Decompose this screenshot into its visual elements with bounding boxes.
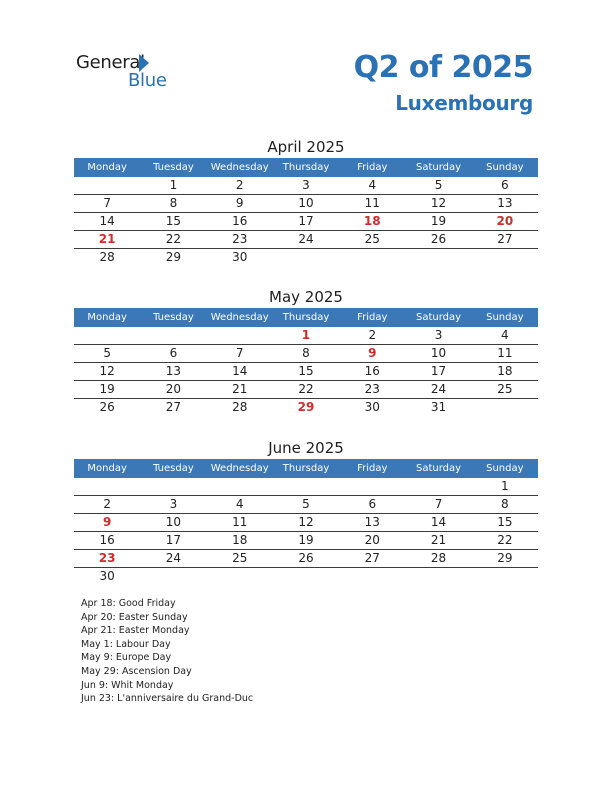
day-cell: 31	[430, 400, 447, 414]
weekday-header: Monday	[87, 312, 127, 323]
month-title: June 2025	[268, 439, 344, 457]
day-cell: 29	[497, 551, 513, 565]
day-cell: 23	[98, 551, 116, 565]
day-cell: 5	[434, 178, 443, 192]
weekday-header: Saturday	[416, 312, 462, 323]
week-row	[74, 327, 538, 345]
weekday-header: Thursday	[282, 312, 330, 323]
day-cell: 22	[298, 382, 314, 396]
day-cell: 28	[232, 400, 248, 414]
holiday-item: Apr 21: Easter Monday	[81, 625, 190, 637]
logo-text-blue: Blue	[128, 70, 167, 91]
week-row	[74, 532, 538, 550]
week-row	[74, 231, 538, 249]
day-cell: 22	[165, 232, 182, 246]
weekday-header: Sunday	[486, 312, 524, 323]
weekday-header: Sunday	[486, 463, 524, 474]
day-cell: 11	[497, 346, 513, 360]
holiday-item: May 1: Labour Day	[81, 638, 171, 650]
day-cell: 16	[232, 214, 248, 228]
weekday-header: Monday	[87, 463, 127, 474]
day-cell: 15	[165, 214, 182, 228]
day-cell: 13	[364, 515, 380, 529]
day-cell: 3	[169, 497, 178, 511]
day-cell: 24	[165, 551, 182, 565]
day-cell: 29	[165, 250, 182, 264]
day-cell	[273, 568, 339, 585]
day-cell	[273, 249, 339, 266]
day-cell: 27	[364, 551, 380, 565]
week-row	[74, 568, 538, 585]
day-cell: 25	[497, 382, 513, 396]
holiday-item: Jun 9: Whit Monday	[81, 679, 174, 691]
day-cell: 17	[165, 533, 182, 547]
day-cell	[472, 399, 538, 416]
day-cell	[140, 327, 206, 344]
week-row	[74, 249, 538, 266]
month-calendar-may	[74, 286, 538, 416]
day-cell	[207, 478, 273, 495]
weekday-header-row	[74, 459, 538, 478]
day-cell	[405, 478, 471, 495]
day-cell: 8	[302, 346, 310, 360]
holiday-item: May 9: Europe Day	[81, 652, 172, 664]
day-cell: 1	[301, 328, 311, 342]
day-cell: 10	[430, 346, 447, 360]
day-cell: 7	[103, 196, 111, 210]
month-title: April 2025	[267, 138, 345, 156]
day-cell: 13	[497, 196, 513, 210]
day-cell: 4	[368, 178, 377, 192]
day-cell	[140, 478, 206, 495]
day-cell: 17	[430, 364, 447, 378]
weekday-header: Tuesday	[153, 312, 194, 323]
day-cell	[339, 568, 405, 585]
day-cell	[207, 568, 273, 585]
day-cell: 4	[501, 328, 509, 342]
day-cell: 15	[497, 515, 513, 529]
day-cell: 21	[232, 382, 248, 396]
day-cell: 2	[103, 497, 111, 511]
day-cell: 30	[232, 250, 248, 264]
day-cell: 19	[99, 382, 115, 396]
week-row	[74, 195, 538, 213]
day-cell	[140, 568, 206, 585]
weekday-header-row	[74, 308, 538, 327]
day-cell: 16	[364, 364, 380, 378]
weekday-header: Friday	[357, 312, 388, 323]
day-cell	[74, 478, 140, 495]
day-cell: 18	[363, 214, 381, 228]
week-row	[74, 478, 538, 496]
week-row	[74, 550, 538, 568]
day-cell: 11	[232, 515, 248, 529]
day-cell: 24	[298, 232, 314, 246]
day-cell	[405, 249, 471, 266]
page-title: Q2 of 2025	[353, 50, 533, 85]
day-cell: 13	[165, 364, 182, 378]
day-cell: 19	[298, 533, 314, 547]
day-cell: 12	[99, 364, 115, 378]
day-cell: 7	[235, 346, 244, 360]
day-cell: 19	[430, 214, 447, 228]
logo	[76, 52, 186, 92]
day-cell: 23	[232, 232, 248, 246]
day-cell: 20	[165, 382, 182, 396]
day-cell: 9	[102, 515, 112, 529]
holiday-list	[81, 597, 253, 706]
logo-text-general: General	[76, 52, 145, 73]
day-cell: 12	[430, 196, 447, 210]
day-cell: 14	[430, 515, 447, 529]
weekday-header: Sunday	[486, 162, 524, 173]
weekday-header: Saturday	[416, 162, 462, 173]
weekday-header: Tuesday	[153, 162, 194, 173]
day-cell: 8	[169, 196, 178, 210]
day-cell: 27	[165, 400, 182, 414]
day-cell: 25	[232, 551, 248, 565]
day-cell: 15	[298, 364, 314, 378]
day-cell	[472, 249, 538, 266]
country-subtitle: Luxembourg	[395, 91, 533, 115]
weekday-header: Wednesday	[210, 463, 269, 474]
day-cell: 6	[501, 178, 509, 192]
holiday-item: Jun 23: L'anniversaire du Grand-Duc	[81, 693, 254, 705]
week-row	[74, 399, 538, 416]
weekday-header: Friday	[357, 463, 388, 474]
weekday-header: Friday	[357, 162, 388, 173]
month-calendar-june	[74, 437, 538, 585]
week-row	[74, 514, 538, 532]
day-cell: 9	[368, 346, 377, 360]
day-cell: 28	[99, 250, 115, 264]
day-cell	[339, 249, 405, 266]
day-cell: 25	[364, 232, 380, 246]
day-cell: 27	[497, 232, 513, 246]
day-cell	[405, 568, 471, 585]
day-cell: 30	[364, 400, 380, 414]
week-row	[74, 381, 538, 399]
day-cell: 6	[169, 346, 178, 360]
day-cell: 24	[430, 382, 447, 396]
day-cell: 11	[364, 196, 380, 210]
day-cell	[74, 327, 140, 344]
weekday-header: Thursday	[282, 463, 330, 474]
day-cell: 3	[302, 178, 310, 192]
day-cell: 7	[434, 497, 443, 511]
weekday-header: Thursday	[282, 162, 330, 173]
weekday-header: Monday	[87, 162, 127, 173]
day-cell: 1	[169, 178, 178, 192]
day-cell: 14	[99, 214, 115, 228]
day-cell: 2	[368, 328, 377, 342]
day-cell: 21	[98, 232, 116, 246]
week-row	[74, 345, 538, 363]
day-cell: 9	[235, 196, 244, 210]
day-cell: 4	[235, 497, 244, 511]
holiday-item: May 29: Ascension Day	[81, 665, 192, 677]
day-cell: 28	[430, 551, 447, 565]
day-cell: 10	[298, 196, 314, 210]
month-title: May 2025	[269, 288, 343, 306]
holiday-item: Apr 20: Easter Sunday	[81, 611, 188, 623]
day-cell: 20	[364, 533, 380, 547]
weekday-header-row	[74, 158, 538, 177]
day-cell: 6	[368, 497, 377, 511]
week-row	[74, 496, 538, 514]
day-cell: 12	[298, 515, 314, 529]
day-cell: 10	[165, 515, 182, 529]
day-cell: 16	[99, 533, 115, 547]
day-cell	[207, 327, 273, 344]
day-cell	[472, 568, 538, 585]
day-cell: 22	[497, 533, 513, 547]
day-cell: 5	[302, 497, 310, 511]
day-cell: 1	[501, 479, 509, 493]
day-cell: 26	[298, 551, 314, 565]
day-cell: 26	[430, 232, 447, 246]
day-cell: 20	[496, 214, 514, 228]
week-row	[74, 213, 538, 231]
day-cell: 21	[430, 533, 447, 547]
day-cell: 3	[434, 328, 443, 342]
day-cell: 8	[501, 497, 509, 511]
day-cell: 30	[99, 569, 115, 583]
holiday-item: Apr 18: Good Friday	[81, 598, 176, 609]
day-cell: 18	[497, 364, 513, 378]
weekday-header: Wednesday	[210, 312, 269, 323]
month-calendar-april	[74, 136, 538, 266]
day-cell: 23	[364, 382, 380, 396]
day-cell: 29	[297, 400, 315, 414]
day-cell	[74, 177, 140, 194]
day-cell	[339, 478, 405, 495]
day-cell: 2	[235, 178, 244, 192]
day-cell: 17	[298, 214, 314, 228]
week-row	[74, 177, 538, 195]
day-cell: 5	[103, 346, 111, 360]
weekday-header: Tuesday	[153, 463, 194, 474]
day-cell: 18	[232, 533, 248, 547]
day-cell: 14	[232, 364, 248, 378]
week-row	[74, 363, 538, 381]
weekday-header: Wednesday	[210, 162, 269, 173]
weekday-header: Saturday	[416, 463, 462, 474]
day-cell	[273, 478, 339, 495]
day-cell: 26	[99, 400, 115, 414]
